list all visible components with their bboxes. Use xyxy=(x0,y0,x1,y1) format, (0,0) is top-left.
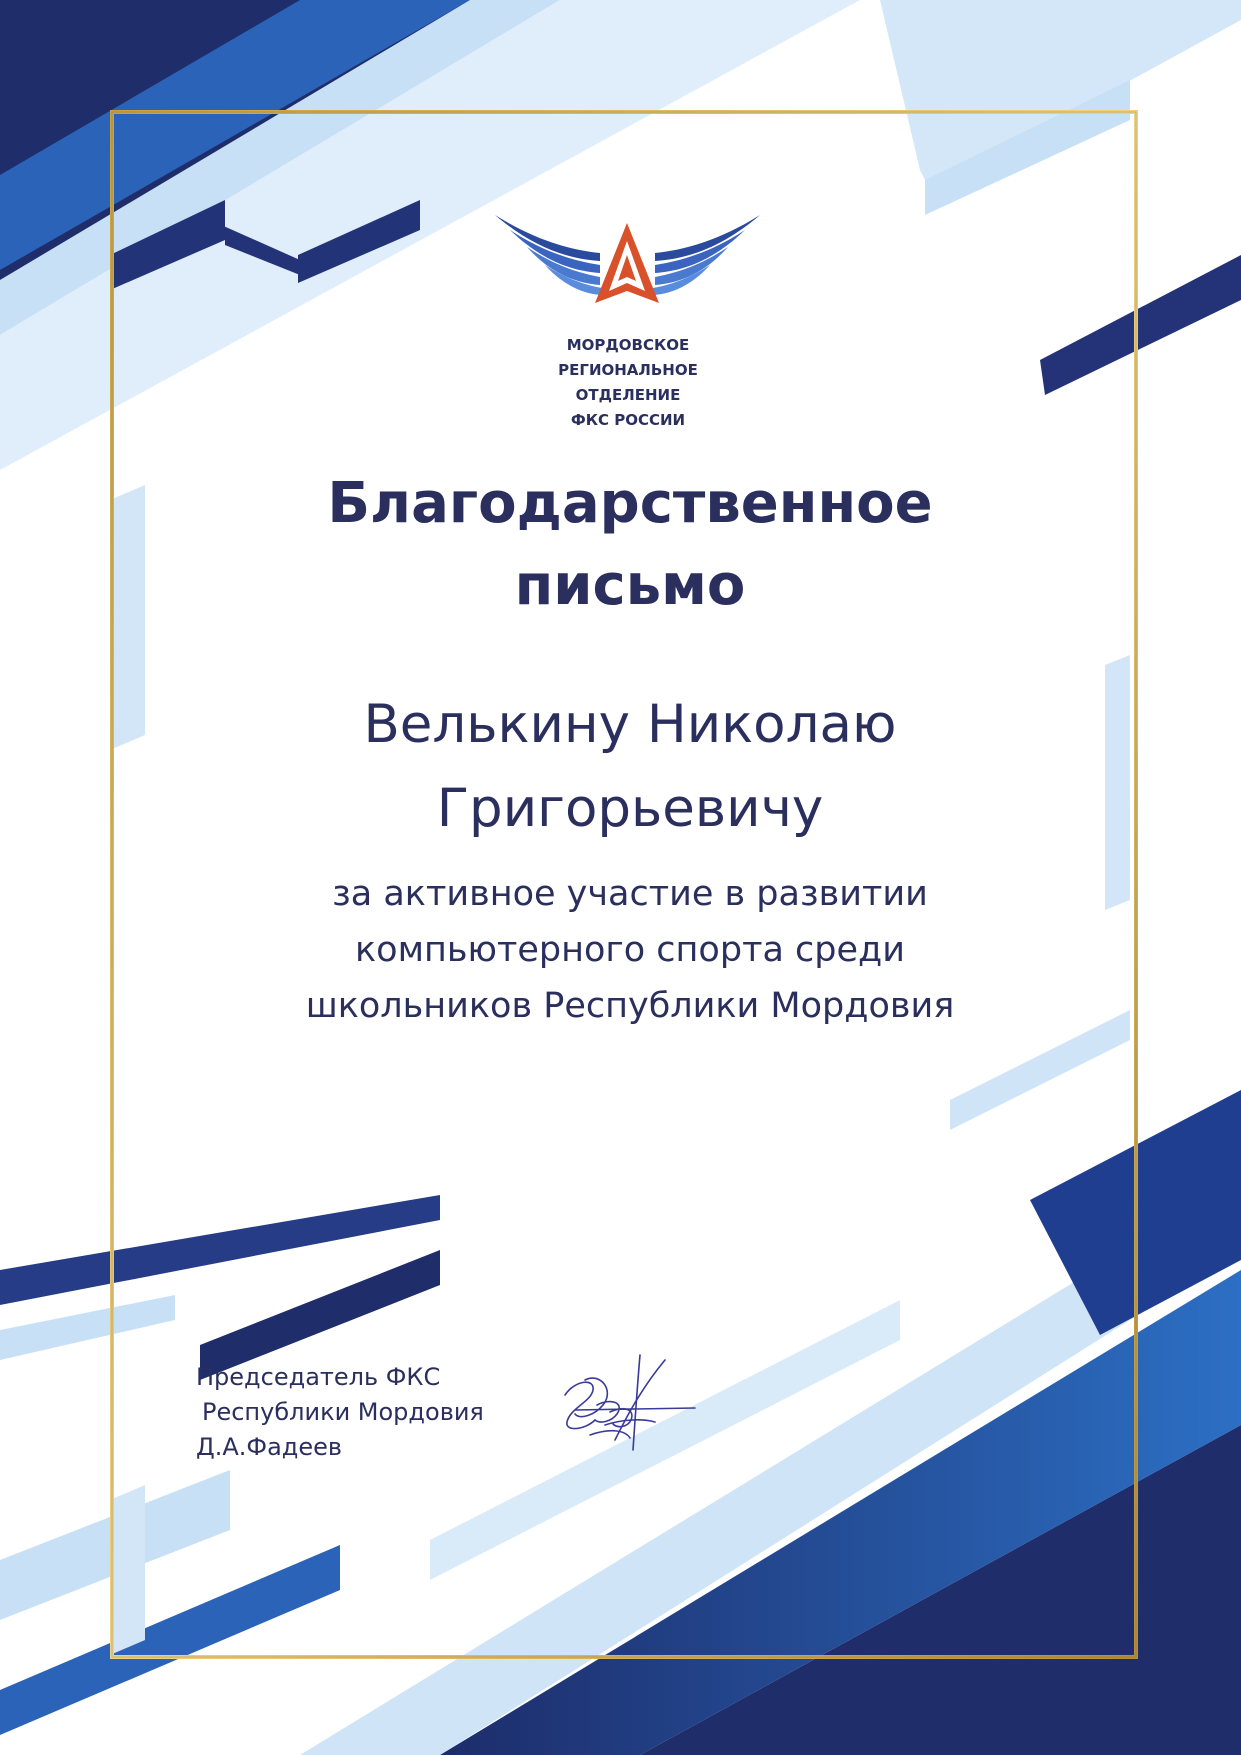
signer-organization: Республики Мордовия xyxy=(202,1398,484,1426)
organization-name xyxy=(470,333,786,433)
signer-block xyxy=(196,1360,556,1465)
organization-name-line: ФКС РОССИИ xyxy=(570,411,686,429)
recipient-name-line: Велькину Николаю xyxy=(363,694,897,755)
recipient-name-line: Григорьевичу xyxy=(436,778,824,839)
organization-name-line: ОТДЕЛЕНИЕ xyxy=(575,386,681,404)
award-reason xyxy=(220,866,1040,1034)
document-title xyxy=(220,463,1040,627)
organization-name-line: МОРДОВСКОЕ xyxy=(566,336,690,354)
signer-position: Председатель ФКС xyxy=(196,1363,441,1391)
organization-name-line: РЕГИОНАЛЬНОЕ xyxy=(558,361,698,379)
document-title-line: письмо xyxy=(514,553,746,618)
award-reason-line: школьников Республики Мордовия xyxy=(305,986,955,1026)
winged-triangle-emblem-icon xyxy=(495,215,760,315)
handwritten-signature-icon xyxy=(555,1350,705,1465)
recipient-name xyxy=(220,683,1040,851)
signer-name: Д.А.Фадеев xyxy=(196,1433,343,1461)
award-reason-line: компьютерного спорта среди xyxy=(355,930,905,970)
award-reason-line: за активное участие в развитии xyxy=(332,874,928,914)
document-title-line: Благодарственное xyxy=(327,471,933,536)
